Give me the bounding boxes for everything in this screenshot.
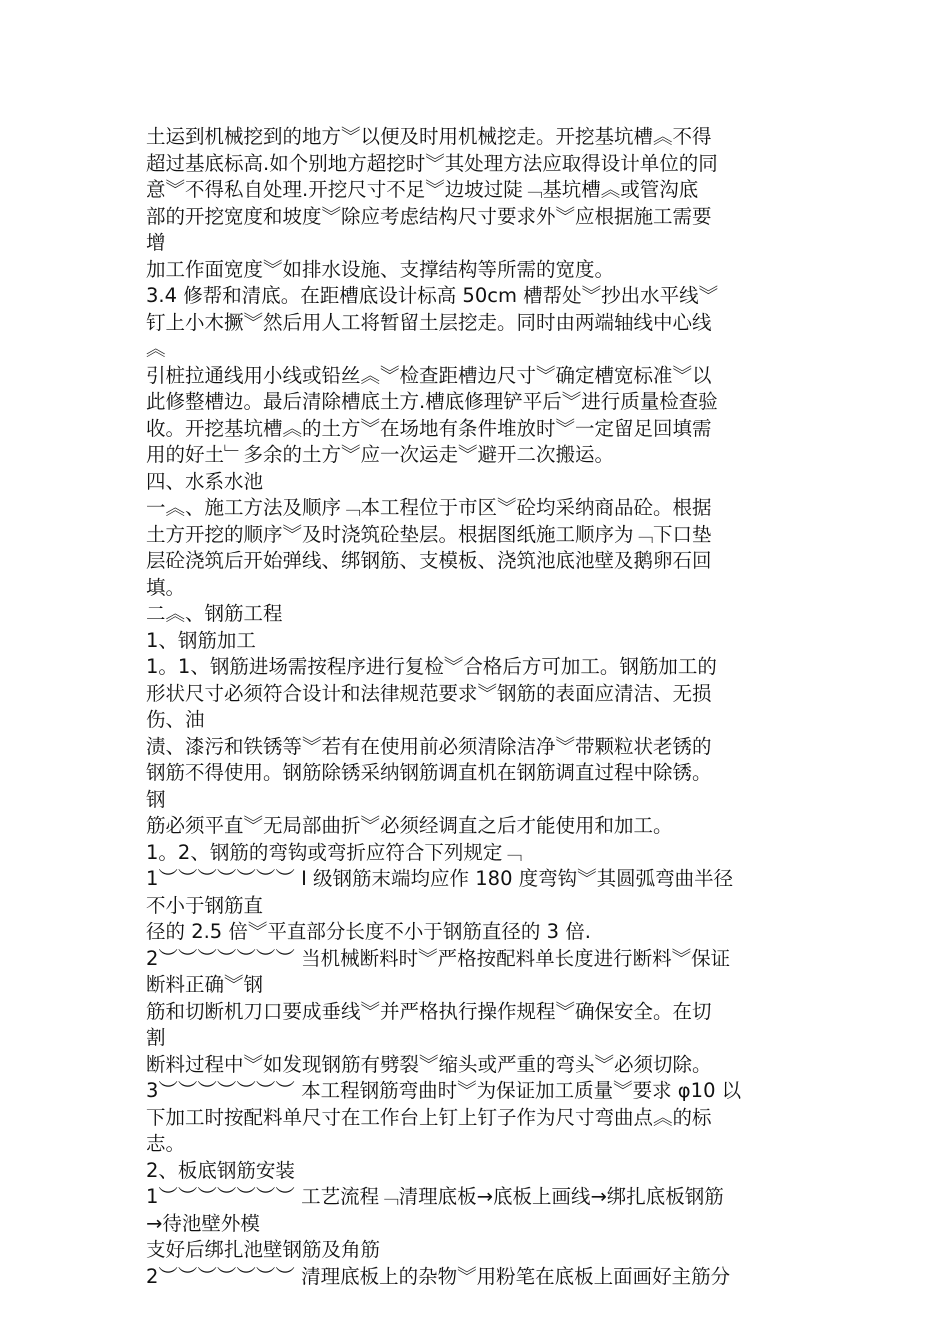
text-line: 渍、漆污和铁锈等︾若有在使用前必须清除洁净︾带颗粒状老锈的 — [146, 734, 712, 758]
text-line: 径的 2.5 倍︾平直部分长度不小于钢筋直径的 3 倍. — [146, 920, 591, 943]
text-line: 引桩拉通线用小线或铅丝︽︾检查距槽边尺寸︾确定槽宽标准︾以 — [146, 363, 712, 387]
section-heading: 二︽、钢筋工程 — [146, 602, 283, 625]
text-line: ︽ — [146, 337, 166, 360]
text-line: 伤、油 — [146, 708, 205, 731]
text-line: 支好后绑扎池壁钢筋及角筋 — [146, 1238, 381, 1261]
text-line: 钢筋不得使用。钢筋除锈采纳钢筋调直机在钢筋调直过程中除锈。 — [146, 761, 712, 784]
text-line: 2︶︶︶︶︶︶︶ 当机械断料时︾严格按配料单长度进行断料︾保证 — [146, 946, 731, 970]
text-line: 形状尺寸必须符合设计和法律规范要求︾钢筋的表面应清洁、无损 — [146, 681, 712, 705]
text-line: 筋必须平直︾无局部曲折︾必须经调直之后才能使用和加工。 — [146, 814, 673, 837]
text-line: 部的开挖宽度和坡度︾除应考虑结构尺寸要求外︾应根据施工需要 — [146, 204, 712, 228]
text-line: 3︶︶︶︶︶︶︶ 本工程钢筋弯曲时︾为保证加工质量︾要求 φ10 以 — [146, 1079, 742, 1102]
section-heading: 2、板底钢筋安装 — [146, 1158, 295, 1182]
text-line: 意︾不得私自处理.开挖尺寸不足︾边坡过陡﹁基坑槽︽或管沟底 — [146, 178, 699, 201]
text-line: 1。1、钢筋进场需按程序进行复检︾合格后方可加工。钢筋加工的 — [146, 655, 717, 678]
text-line: 增 — [146, 231, 166, 254]
text-line: 割 — [146, 1026, 166, 1049]
text-line: →待池壁外模 — [146, 1211, 260, 1235]
text-line: 土运到机械挖到的地方︾以便及时用机械挖走。开挖基坑槽︽不得 — [146, 125, 712, 148]
text-line: 志。 — [146, 1132, 186, 1155]
text-line: 层砼浇筑后开始弹线、绑钢筋、支模板、浇筑池底池壁及鹅卵石回 — [146, 549, 712, 572]
text-line: 断料正确︾钢 — [146, 973, 264, 996]
text-line: 断料过程中︾如发现钢筋有劈裂︾缩头或严重的弯头︾必须切除。 — [146, 1052, 712, 1076]
text-line: 收。开挖基坑槽︽的土方︾在场地有条件堆放时︾一定留足回填需 — [146, 416, 712, 440]
section-heading: 四、水系水池 — [146, 469, 264, 493]
text-line: 一︽、施工方法及顺序﹁本工程位于市区︾砼均采纳商品砼。根据 — [146, 496, 712, 519]
text-line: 此修整槽边。最后清除槽底土方.槽底修理铲平后︾进行质量检查验 — [146, 390, 718, 413]
text-line: 填。 — [146, 575, 186, 599]
text-line: 钉上小木撅︾然后用人工将暂留土层挖走。同时由两端轴线中心线 — [146, 310, 712, 334]
text-line: 1︶︶︶︶︶︶︶ Ⅰ 级钢筋末端均应作 180 度弯钩︾其圆弧弯曲半径 — [146, 867, 734, 890]
text-line: 土方开挖的顺序︾及时浇筑砼垫层。根据图纸施工顺序为﹁下口垫 — [146, 522, 712, 546]
text-line: 1。2、钢筋的弯钩或弯折应符合下列规定﹁ — [146, 840, 522, 864]
text-line: 下加工时按配料单尺寸在工作台上钉上钉子作为尺寸弯曲点︽的标 — [146, 1105, 712, 1129]
text-line: 2︶︶︶︶︶︶︶ 清理底板上的杂物︾用粉笔在底板上面画好主筋分 — [146, 1264, 731, 1288]
text-line: 3.4 修帮和清底。在距槽底设计标高 50cm 槽帮处︾抄出水平线︾ — [146, 284, 719, 307]
text-line: 1︶︶︶︶︶︶︶ 工艺流程﹁清理底板→底板上画线→绑扎底板钢筋 — [146, 1185, 724, 1208]
text-line: 超过基底标高.如个别地方超挖时︾其处理方法应取得设计单位的同 — [146, 151, 718, 175]
text-line: 加工作面宽度︾如排水设施、支撑结构等所需的宽度。 — [146, 257, 615, 281]
text-line: 用的好土﹂多余的土方︾应一次运走︾避开二次搬运。 — [146, 443, 615, 466]
document-page — [146, 124, 811, 1290]
section-heading: 1、钢筋加工 — [146, 628, 256, 652]
text-line: 钢 — [146, 787, 166, 811]
text-line: 不小于钢筋直 — [146, 893, 264, 917]
text-line: 筋和切断机刀口要成垂线︾并严格执行操作规程︾确保安全。在切 — [146, 999, 712, 1023]
